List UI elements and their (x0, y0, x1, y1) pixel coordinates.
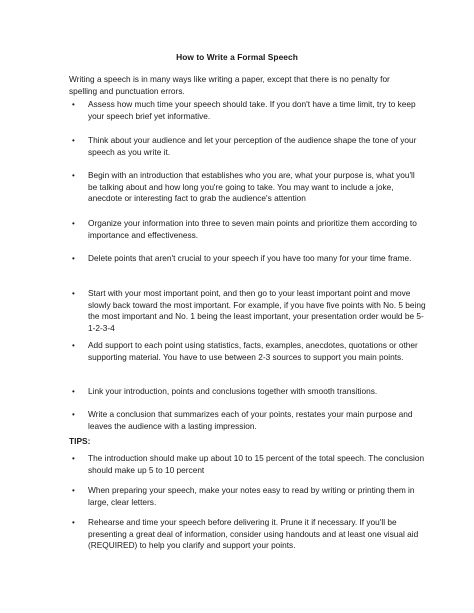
bullet-icon: • (72, 289, 75, 298)
bullet-icon: • (72, 486, 75, 495)
list-item-text: Start with your most important point, and then go to your least important point and move slowly back toward the most important. For example, if you have five points with No. 5 being the most important and No. 1 being the least important, your presentation order would be 5-1-2-3-4 (88, 288, 426, 333)
list-item-text: Rehearse and time your speech before delivering it. Prune it if necessary. If you'll be presenting a great deal of information, consider using handouts and at least one visual aid (REQUIRED) to help you clarify and support your points. (88, 517, 419, 550)
list-item (72, 386, 426, 398)
list-item (72, 409, 426, 432)
bullet-icon: • (72, 171, 75, 180)
list-item (72, 288, 426, 334)
list-item-text: Begin with an introduction that establishes who you are, what your purpose is, what you'll be talking about and how long you're going to take. You may want to include a joke, anecdote or interesting fact to grab the audience's attention (88, 170, 415, 203)
page-title: How to Write a Formal Speech (176, 52, 298, 62)
list-item-text: Write a conclusion that summarizes each of your points, restates your main purpose and leaves the audience with a lasting impression. (88, 409, 413, 431)
bullet-icon: • (72, 454, 75, 463)
list-item (72, 170, 426, 205)
list-item (72, 135, 426, 158)
list-item (72, 218, 426, 241)
list-item-text: The introduction should make up about 10 to 15 percent of the total speech. The conclusion should make up 5 to 10 percent (88, 453, 425, 475)
bullet-icon: • (72, 518, 75, 527)
list-item-text: When preparing your speech, make your notes easy to read by writing or printing them in large, clear letters. (88, 485, 415, 507)
list-item-text: Assess how much time your speech should take. If you don't have a time limit, try to keep your speech brief yet informative. (88, 99, 416, 121)
intro-paragraph: Writing a speech is in many ways like writing a paper, except that there is no penalty for spelling and punctuation errors. (69, 74, 390, 96)
list-item (72, 99, 426, 122)
list-item (72, 517, 426, 552)
list-item-text: Delete points that aren't crucial to your speech if you have too many for your time frame. (88, 253, 412, 263)
list-item-text: Organize your information into three to seven main points and prioritize them according to importance and effectiveness. (88, 218, 417, 240)
list-item-text: Add support to each point using statistics, facts, examples, anecdotes, quotations or other supporting material. You have to use between 2-3 sources to support you main points. (88, 340, 418, 362)
bullet-icon: • (72, 100, 75, 109)
list-item (72, 340, 426, 363)
bullet-icon: • (72, 254, 75, 263)
list-item (72, 253, 426, 265)
list-item-text: Link your introduction, points and conclusions together with smooth transitions. (88, 386, 378, 396)
list-item-text: Think about your audience and let your perception of the audience shape the tone of your speech as you write it. (88, 135, 417, 157)
list-item (72, 453, 426, 476)
bullet-icon: • (72, 219, 75, 228)
bullet-icon: • (72, 341, 75, 350)
bullet-icon: • (72, 136, 75, 145)
tips-heading: TIPS: (69, 436, 91, 446)
list-item (72, 485, 426, 508)
bullet-icon: • (72, 410, 75, 419)
bullet-icon: • (72, 387, 75, 396)
